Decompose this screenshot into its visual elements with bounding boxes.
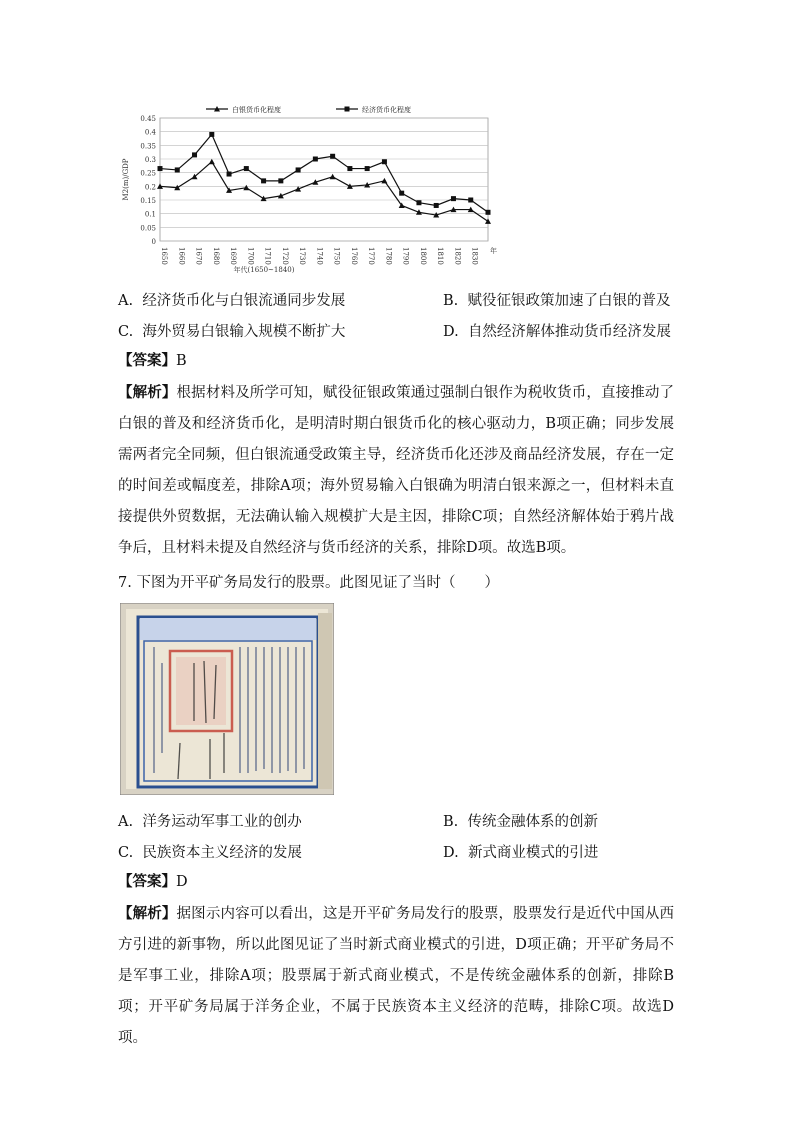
- x-tick-label: 1820: [453, 247, 462, 265]
- y-tick-label: 0.3: [144, 156, 156, 164]
- x-axis-label: 年代(1650~1840): [233, 266, 295, 274]
- point-series-2: [227, 172, 232, 177]
- x-tick-label: 1780: [384, 247, 393, 265]
- series-line-1: [160, 162, 488, 222]
- q6-option-b: B. 赋役征银政策加速了白银的普及: [443, 293, 671, 309]
- point-series-1: [209, 159, 215, 165]
- q7-option-b: B. 传统金融体系的创新: [443, 814, 598, 830]
- point-series-2: [347, 166, 352, 171]
- series-line-2: [160, 134, 488, 212]
- q6-option-d: D. 自然经济解体推动货币经济发展: [443, 324, 671, 340]
- point-series-2: [278, 178, 283, 183]
- y-tick-label: 0.15: [140, 197, 156, 205]
- point-series-2: [434, 203, 439, 208]
- point-series-2: [244, 166, 249, 171]
- point-series-2: [158, 166, 163, 171]
- q6-analysis: 【解析】根据材料及所学可知，赋役征银政策通过强制白银作为税收货币，直接推动了白银的普及和经济货币化，是明清时期白银货币化的核心驱动力，B项正确；同步发展需两者完全同频，但白银流通受政策主导，经济货币化还涉及商品经济发展，存在一定的时间差或幅度差，排除A项；海外贸易输入白银确为明清白银来源之一，但材料未直接提供外贸数据，无法确认输入规模扩大是主因，排除C项；自然经济解体始于鸦片战争后，且材料未提及自然经济与货币经济的关系，排除D项。故选B项。: [118, 384, 675, 556]
- point-series-2: [175, 167, 180, 172]
- point-series-2: [330, 154, 335, 159]
- q6-answer: 【答案】B: [118, 352, 187, 369]
- x-tick-label: 1790: [401, 247, 410, 265]
- x-tick-label: 1710: [263, 247, 272, 265]
- point-series-1: [381, 178, 387, 184]
- y-tick-label: 0.1: [144, 210, 156, 219]
- q7-option-c: C. 民族资本主义经济的发展: [118, 845, 302, 861]
- point-series-2: [486, 210, 491, 215]
- stock-certificate-image: [120, 603, 334, 795]
- point-series-1: [485, 218, 491, 224]
- point-series-2: [416, 200, 421, 205]
- x-tick-label: 1690: [229, 247, 238, 265]
- x-tick-label: 1650: [160, 247, 168, 265]
- x-tick-label: 1680: [211, 247, 220, 265]
- y-tick-label: 0.4: [144, 128, 156, 137]
- point-series-2: [365, 166, 370, 171]
- point-series-2: [468, 198, 473, 203]
- x-tick-label: 1770: [367, 247, 376, 265]
- q7-answer: 【答案】D: [118, 873, 188, 890]
- y-tick-label: 0.35: [140, 142, 156, 151]
- legend-label: 白银货币化程度: [232, 106, 281, 114]
- legend-marker: [345, 107, 350, 112]
- q7-stem: 7. 下图为开平矿务局发行的股票。此图见证了当时（ ）: [118, 575, 499, 591]
- point-series-2: [296, 167, 301, 172]
- chart-svg: [118, 100, 498, 275]
- y-tick-label: 0.45: [140, 115, 156, 123]
- q6-option-c: C. 海外贸易白银输入规模不断扩大: [118, 324, 346, 340]
- x-tick-label: 1740: [315, 247, 324, 265]
- x-tick-label: 1720: [280, 247, 289, 265]
- q7-option-d: D. 新式商业模式的引进: [443, 845, 599, 861]
- point-series-2: [261, 178, 266, 183]
- x-axis-suffix: 年: [490, 247, 497, 255]
- point-series-1: [330, 174, 336, 180]
- x-tick-label: 1830: [470, 247, 479, 265]
- point-series-2: [399, 191, 404, 196]
- money-chart: [118, 100, 498, 275]
- x-tick-label: 1730: [298, 247, 307, 265]
- q7-analysis: 【解析】据图示内容可以看出，这是开平矿务局发行的股票，股票发行是近代中国从西方引进的新事物，所以此图见证了当时新式商业模式的引进，D项正确；开平矿务局不是军事工业，排除A项；股票属于新式商业模式，不是传统金融体系的创新，排除B项；开平矿务局属于洋务企业，不属于民族资本主义经济的范畴，排除C项。故选D项。: [118, 905, 675, 1046]
- legend-label: 经济货币化程度: [362, 106, 411, 114]
- x-tick-label: 1660: [177, 247, 186, 265]
- point-series-2: [192, 152, 197, 157]
- y-axis-label: M2(m)/GDP: [122, 158, 130, 201]
- q6-option-a: A. 经济货币化与白银流通同步发展: [118, 293, 346, 309]
- x-tick-label: 1760: [349, 247, 358, 265]
- x-tick-label: 1670: [194, 247, 203, 265]
- y-tick-label: 0.05: [140, 224, 156, 233]
- q7-option-a: A. 洋务运动军事工业的创办: [118, 814, 302, 830]
- point-series-2: [382, 159, 387, 164]
- x-tick-label: 1700: [246, 247, 255, 265]
- point-series-2: [313, 157, 318, 162]
- stock-certificate-graphic: [120, 603, 334, 795]
- y-tick-label: 0.25: [140, 169, 156, 178]
- x-tick-label: 1800: [418, 247, 427, 265]
- x-tick-label: 1750: [332, 247, 341, 265]
- point-series-2: [209, 132, 214, 137]
- x-tick-label: 1810: [436, 247, 445, 265]
- point-series-2: [451, 196, 456, 201]
- y-tick-label: 0.2: [144, 183, 156, 192]
- y-tick-label: 0: [151, 238, 156, 246]
